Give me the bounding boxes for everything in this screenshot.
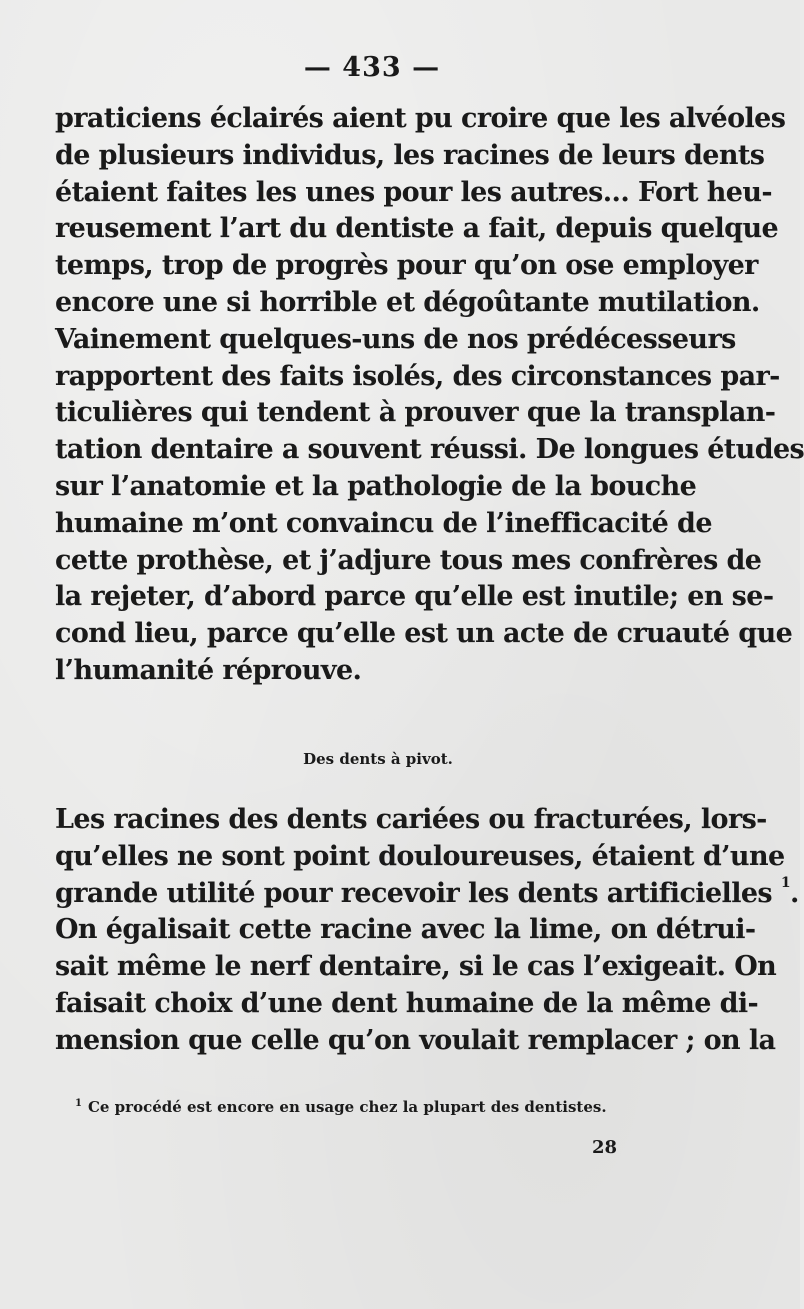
section-heading: Des dents à pivot. <box>303 750 453 768</box>
text-line-content: grande utilité pour recevoir les dents artificielles <box>55 877 773 909</box>
paragraph-pivot-teeth <box>55 802 799 1060</box>
text-line: ticulières qui tendent à prouver que la transplan- <box>55 397 776 429</box>
text-line: cond lieu, parce qu’elle est un acte de cruauté que <box>55 618 793 650</box>
text-line: mension que celle qu’on voulait remplacer ; on la <box>55 1024 776 1056</box>
text-line: rapportent des faits isolés, des circonstances par- <box>55 360 780 392</box>
signature-mark: 28 <box>592 1137 618 1158</box>
text-line: sait même le nerf dentaire, si le cas l’exigeait. On <box>55 951 777 983</box>
text-line: étaient faites les unes pour les autres... Fort heu- <box>55 176 772 208</box>
text-line: de plusieurs individus, les racines de leurs dents <box>55 139 765 171</box>
text-line: Les racines des dents cariées ou fracturées, lors- <box>55 804 767 835</box>
text-line: encore une si horrible et dégoûtante mutilation. <box>55 286 760 318</box>
text-line: temps, trop de progrès pour qu’on ose employer <box>55 250 758 282</box>
text-line: On égalisait cette racine avec la lime, on détrui- <box>55 914 756 946</box>
page-number: — 433 — <box>303 52 441 83</box>
footnote-reference: 1 <box>780 874 791 891</box>
text-line: qu’elles ne sont point douloureuses, étaient d’une <box>55 840 785 872</box>
text-line-with-footnote: grande utilité pour recevoir les dents artificielles $^1$. <box>55 874 799 909</box>
text-line: sur l’anatomie et la pathologie de la bouche <box>55 470 697 502</box>
text-line: l’humanité réprouve. <box>55 654 362 686</box>
text-line: faisait choix d’une dent humaine de la même di- <box>55 987 759 1019</box>
text-line: reusement l’art du dentiste a fait, depuis quelque <box>55 213 779 245</box>
text-line: tation dentaire a souvent réussi. De longues études <box>55 434 804 466</box>
text-line: la rejeter, d’abord parce qu’elle est inutile; en se- <box>55 581 774 613</box>
text-line: humaine m’ont convaincu de l’inefficacité de <box>55 507 712 539</box>
footnote <box>75 1098 607 1116</box>
paragraph-transplantation <box>55 101 804 690</box>
text-line: praticiens éclairés aient pu croire que les alvéoles <box>55 103 786 134</box>
text-line: cette prothèse, et j’adjure tous mes confrères de <box>55 544 762 576</box>
footnote-marker: 1 <box>75 1098 82 1109</box>
footnote-text: Ce procédé est encore en usage chez la plupart des dentistes. <box>87 1098 607 1116</box>
text-line: Vainement quelques-uns de nos prédécesseurs <box>55 323 736 355</box>
